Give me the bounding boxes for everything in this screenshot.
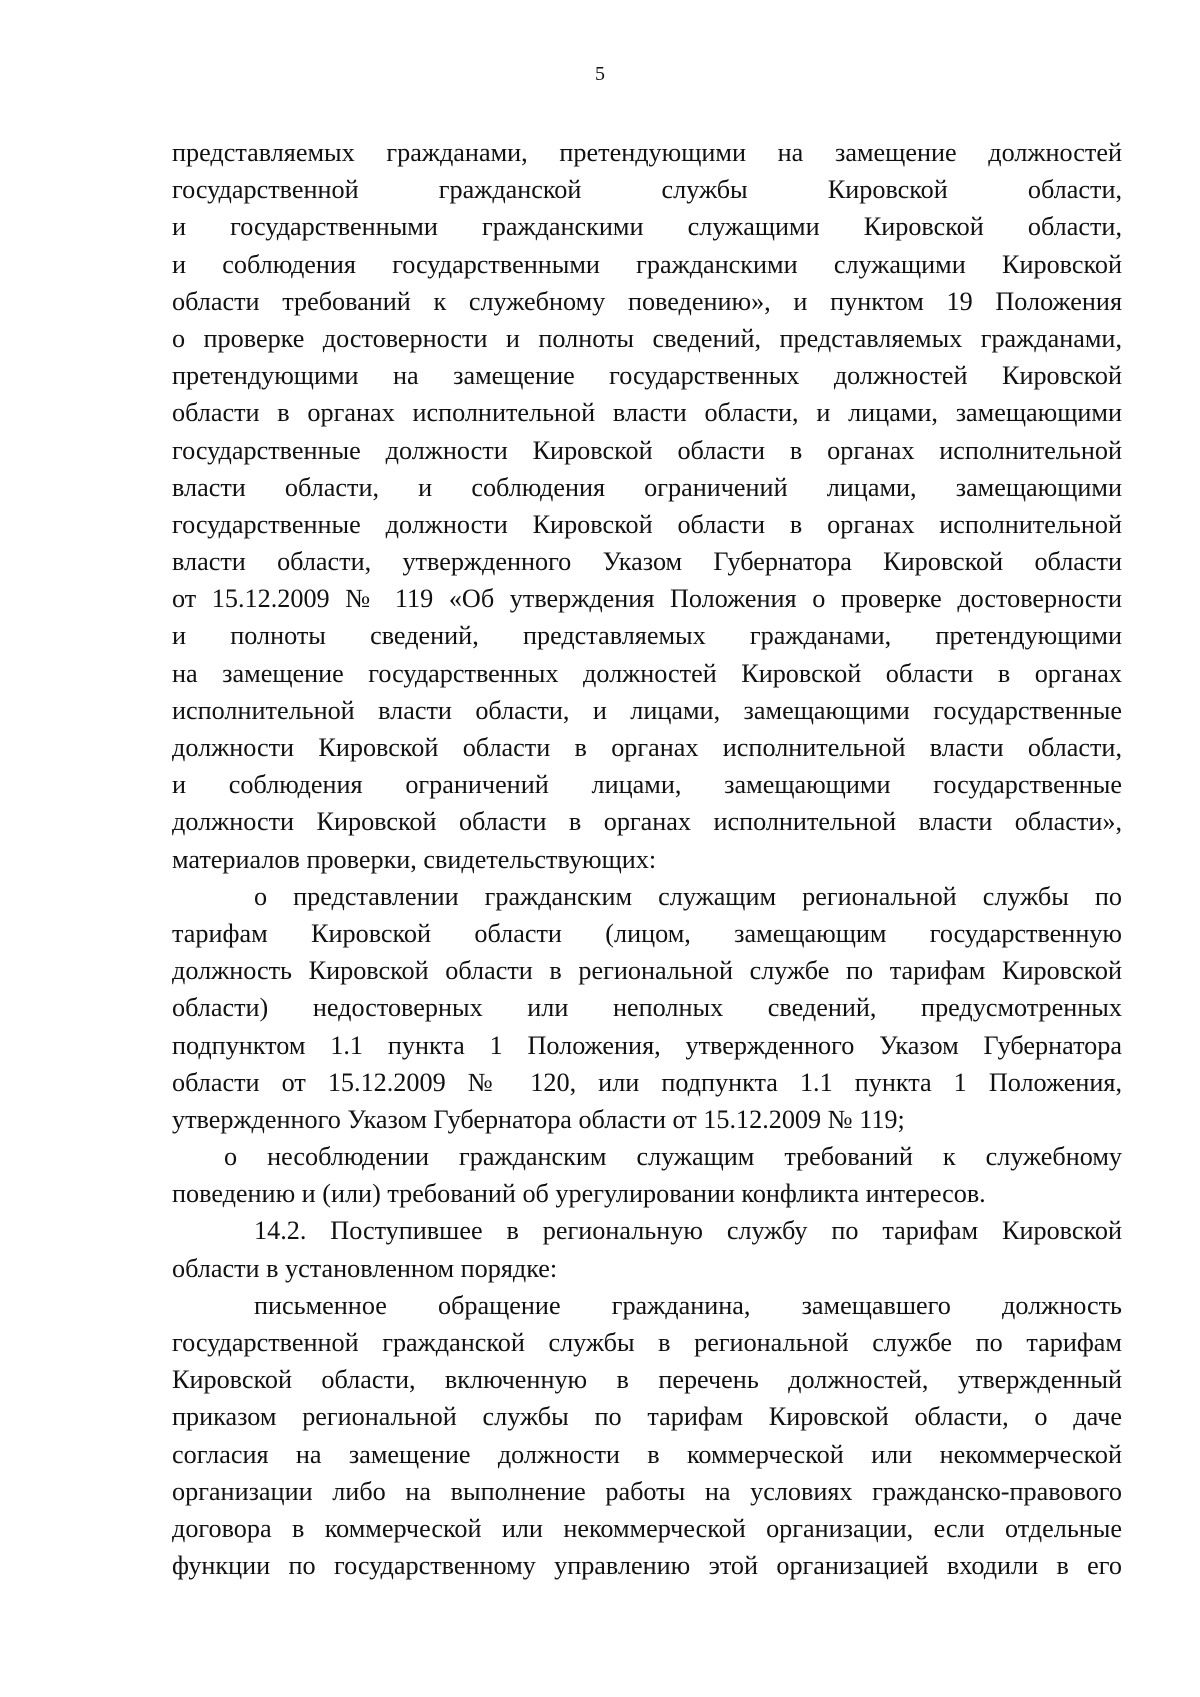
text-line: о проверке достоверности и полноты сведений, представляемых гражданами, bbox=[172, 323, 1122, 353]
text-line: должности Кировской области в органах исполнительной власти области, bbox=[172, 733, 1122, 762]
text-line: государственные должности Кировской области в органах исполнительной bbox=[172, 435, 1122, 465]
text-line: и соблюдения государственными гражданскими служащими Кировской bbox=[172, 249, 1122, 279]
text-line: области от 15.12.2009 № 120, или подпункта 1.1 пункта 1 Положения, bbox=[172, 1067, 1122, 1097]
text-line: материалов проверки, свидетельствующих: bbox=[172, 844, 657, 874]
text-line: области в органах исполнительной власти области, и лицами, замещающими bbox=[172, 398, 1122, 428]
text-line: Кировской области, включенную в перечень должностей, утвержденный bbox=[172, 1365, 1122, 1395]
paragraph-first-line: о представлении гражданским служащим региональной службы по bbox=[254, 881, 1122, 911]
paragraph-first-line: письменное обращение гражданина, замещавшего должность bbox=[254, 1290, 1122, 1320]
text-line: тарифам Кировской области (лицом, замещающим государственную bbox=[172, 918, 1122, 948]
page-number: 5 bbox=[595, 63, 605, 85]
text-line: власти области, утвержденного Указом Губернатора Кировской области bbox=[172, 547, 1122, 577]
paragraph-first-line: о несоблюдении гражданским служащим требований к служебному bbox=[224, 1142, 1122, 1172]
text-line: утвержденного Указом Губернатора области от 15.12.2009 № 119; bbox=[172, 1104, 905, 1134]
text-line: функции по государственному управлению этой организацией входили в его bbox=[172, 1551, 1122, 1581]
text-line: области требований к служебному поведению», и пунктом 19 Положения bbox=[172, 286, 1122, 316]
paragraph-first-line: 14.2. Поступившее в региональную службу по тарифам Кировской bbox=[254, 1216, 1122, 1246]
text-line: должности Кировской области в органах исполнительной власти области», bbox=[172, 807, 1122, 837]
text-line: и полноты сведений, представляемых гражданами, претендующими bbox=[172, 621, 1122, 651]
text-line: на замещение государственных должностей Кировской области в органах bbox=[172, 658, 1122, 688]
text-line: государственной гражданской службы в региональной службе по тарифам bbox=[172, 1328, 1122, 1357]
text-line: от 15.12.2009 № 119 «Об утверждения Положения о проверке достоверности bbox=[172, 584, 1122, 614]
text-line: договора в коммерческой или некоммерческой организации, если отдельные bbox=[172, 1513, 1122, 1543]
text-line: государственные должности Кировской области в органах исполнительной bbox=[172, 509, 1122, 539]
document-body bbox=[172, 134, 1122, 1584]
text-line: и соблюдения ограничений лицами, замещающими государственные bbox=[172, 770, 1122, 800]
text-line: области) недостоверных или неполных сведений, предусмотренных bbox=[172, 993, 1122, 1023]
text-line: должность Кировской области в региональной службе по тарифам Кировской bbox=[172, 956, 1122, 986]
text-line: организации либо на выполнение работы на условиях гражданско-правового bbox=[172, 1476, 1122, 1506]
text-line: приказом региональной службы по тарифам Кировской области, о даче bbox=[172, 1402, 1122, 1432]
text-line: исполнительной власти области, и лицами, замещающими государственные bbox=[172, 695, 1122, 725]
text-line: согласия на замещение должности в коммерческой или некоммерческой bbox=[172, 1439, 1122, 1469]
text-line: поведению и (или) требований об урегулировании конфликта интересов. bbox=[172, 1179, 986, 1209]
text-line: подпунктом 1.1 пункта 1 Положения, утвержденного Указом Губернатора bbox=[172, 1030, 1122, 1060]
text-line: власти области, и соблюдения ограничений лицами, замещающими bbox=[172, 472, 1122, 502]
text-line: государственной гражданской службы Кировской области, bbox=[172, 175, 1122, 205]
text-line: представляемых гражданами, претендующими на замещение должностей bbox=[172, 138, 1122, 167]
text-line: и государственными гражданскими служащими Кировской области, bbox=[172, 212, 1122, 242]
text-line: претендующими на замещение государственных должностей Кировской bbox=[172, 361, 1122, 391]
text-line: области в установленном порядке: bbox=[172, 1253, 558, 1283]
